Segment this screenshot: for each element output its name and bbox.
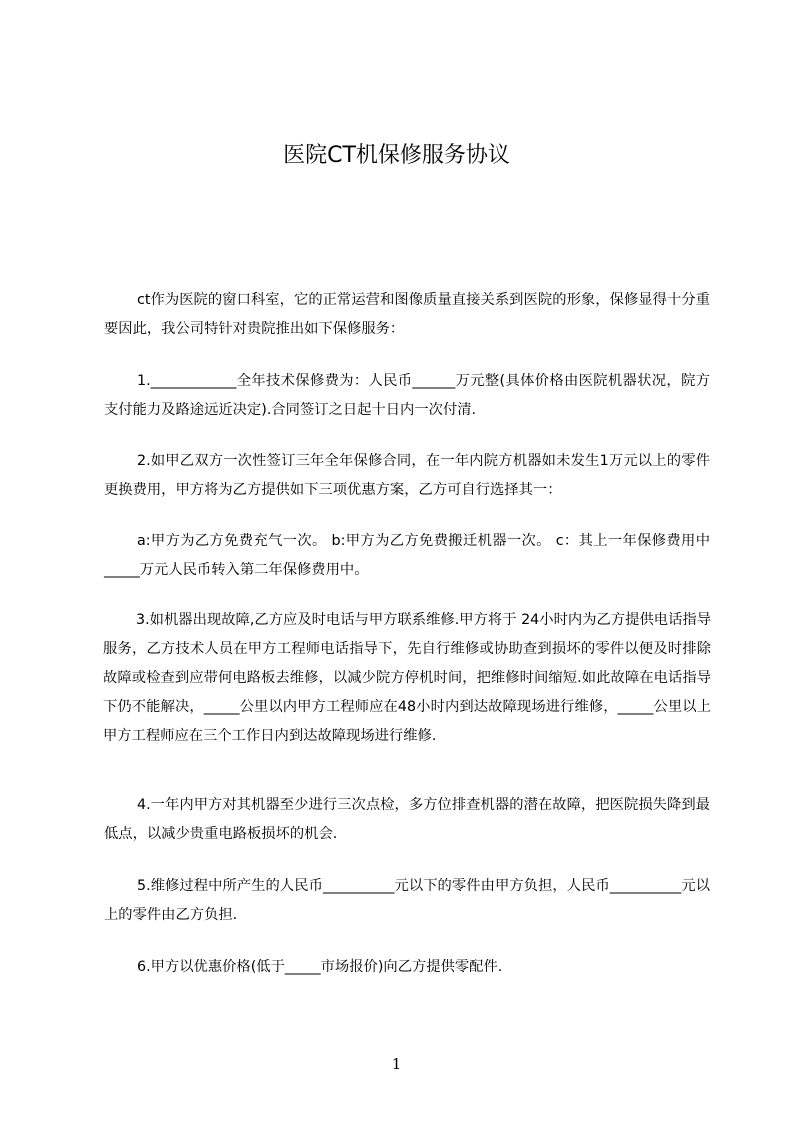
clause-4-paragraph: 4.一年内甲方对其机器至少进行三次点检，多方位排查机器的潜在故障，把医院损失降到最低点，以减少贵重电路板损坏的机会. [104,797,710,842]
page-number: 1 [391,1055,402,1073]
clause-6-paragraph: 6.甲方以优惠价格(低于_____市场报价)向乙方提供零配件. [137,959,503,975]
clause-1-paragraph: 1.____________全年技术保修费为：人民币______万元整(具体价格由医院机器状况，院方支付能力及路途远近决定).合同签订之日起十日内一次付清. [104,373,710,418]
clause-3-paragraph: 3.如机器出现故障,乙方应及时电话与甲方联系维修.甲方将于 24小时内为乙方提供电话指导服务，乙方技术人员在甲方工程师电话指导下，先自行维修或协助查到损坏的零件以便及时排除故障或检查到应带何电路板去维修，以减少院方停机时间，把维修时间缩短.如此故障在电话指导下仍不能解决，_____公里以内甲方工程师应在48小时内到达故障现场进行维修，_____公里以上甲方工程师应在三个工作日内到达故障现场进行维修. [103,612,711,744]
document-title: 医院CT机保修服务协议 [283,143,510,168]
clause-5-paragraph: 5.维修过程中所产生的人民币__________元以下的零件由甲方负担，人民币__________元以上的零件由乙方负担. [104,878,710,923]
clause-2-paragraph: 2.如甲乙双方一次性签订三年全年保修合同，在一年内院方机器如未发生1万元以上的零件更换费用，甲方将为乙方提供如下三项优惠方案，乙方可自行选择其一： [104,453,710,498]
clause-2-options-paragraph: a:甲方为乙方免费充气一次。 b:甲方为乙方免费搬迁机器一次。 c：其上一年保修费用中_____万元人民币转入第二年保修费用中。 [104,533,710,578]
intro-paragraph: ct作为医院的窗口科室，它的正常运营和图像质量直接关系到医院的形象，保修显得十分重要因此，我公司特针对贵院推出如下保修服务： [104,292,710,337]
